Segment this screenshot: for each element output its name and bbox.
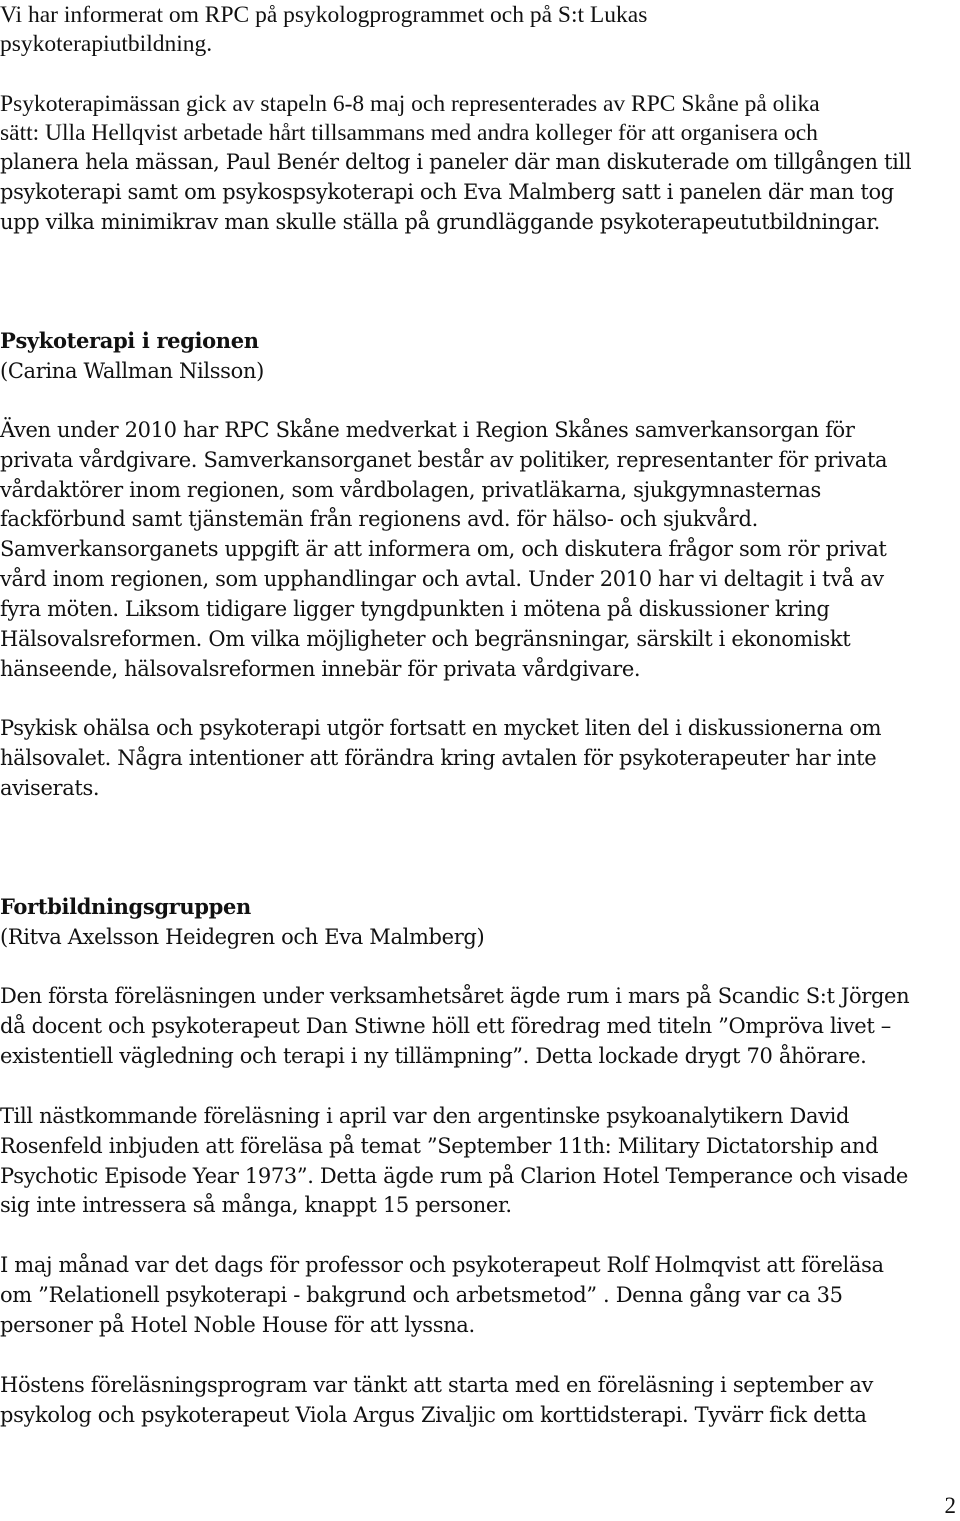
text-line: Psychotic Episode Year 1973”. Detta ägde rum på Clarion Hotel Temperance och visade bbox=[0, 1164, 909, 1188]
text-line: Till nästkommande föreläsning i april var den argentinske psykoanalytikern David bbox=[0, 1104, 850, 1128]
text-line: I maj månad var det dags för professor och psykoterapeut Rolf Holmqvist att föreläsa bbox=[0, 1253, 884, 1277]
text-line: psykoterapiutbildning. bbox=[0, 31, 213, 57]
text-line: hälsovalet. Några intentioner att förändra kring avtalen för psykoterapeuter har inte bbox=[0, 746, 877, 770]
text-line: Psykoterapimässan gick av stapeln 6-8 maj och representerades av RPC Skåne på olika bbox=[0, 91, 820, 117]
section-author: (Ritva Axelsson Heidegren och Eva Malmberg) bbox=[0, 925, 485, 949]
section-heading: Psykoterapi i regionen bbox=[0, 328, 259, 353]
text-line: upp vilka minimikrav man skulle ställa på grundläggande psykoterapeututbildningar. bbox=[0, 210, 880, 234]
text-line: Även under 2010 har RPC Skåne medverkat i Region Skånes samverkansorgan för bbox=[0, 418, 855, 442]
section-author: (Carina Wallman Nilsson) bbox=[0, 359, 264, 383]
text-line: psykoterapi samt om psykospsykoterapi och Eva Malmberg satt i panelen där man tog bbox=[0, 180, 894, 204]
page-number: 2 bbox=[944, 1493, 956, 1518]
text-line: Den första föreläsningen under verksamhetsåret ägde rum i mars på Scandic S:t Jörgen bbox=[0, 984, 910, 1008]
text-line: Samverkansorganets uppgift är att informera om, och diskutera frågor som rör privat bbox=[0, 537, 887, 561]
text-line: Rosenfeld inbjuden att föreläsa på temat ”September 11th: Military Dictatorship and bbox=[0, 1134, 879, 1158]
text-line: privata vårdgivare. Samverkansorganet består av politiker, representanter för privata bbox=[0, 448, 888, 472]
text-line: planera hela mässan, Paul Benér deltog i paneler där man diskuterade om tillgången till bbox=[0, 150, 912, 174]
text-line: sig inte intressera så många, knappt 15 personer. bbox=[0, 1193, 512, 1217]
text-line: Vi har informerat om RPC på psykologprogrammet och på S:t Lukas bbox=[0, 2, 648, 28]
section-heading: Fortbildningsgruppen bbox=[0, 894, 251, 919]
text-line: Hälsovalsreformen. Om vilka möjligheter och begränsningar, särskilt i ekonomiskt bbox=[0, 627, 851, 651]
text-line: personer på Hotel Noble House för att lyssna. bbox=[0, 1313, 475, 1337]
text-line: Psykisk ohälsa och psykoterapi utgör fortsatt en mycket liten del i diskussionerna om bbox=[0, 716, 882, 740]
text-line: Höstens föreläsningsprogram var tänkt att starta med en föreläsning i september av bbox=[0, 1373, 874, 1397]
text-line: existentiell vägledning och terapi i ny tillämpning”. Detta lockade drygt 70 åhörare. bbox=[0, 1044, 867, 1068]
text-line: sätt: Ulla Hellqvist arbetade hårt tillsammans med andra kolleger för att organisera och bbox=[0, 120, 818, 146]
text-line: psykolog och psykoterapeut Viola Argus Zivaljic om korttidsterapi. Tyvärr fick detta bbox=[0, 1403, 867, 1427]
text-line: fyra möten. Liksom tidigare ligger tyngdpunkten i mötena på diskussioner kring bbox=[0, 597, 830, 621]
text-line: då docent och psykoterapeut Dan Stiwne höll ett föredrag med titeln ”Ompröva livet – bbox=[0, 1014, 891, 1038]
text-line: vårdaktörer inom regionen, som vårdbolagen, privatläkarna, sjukgymnasternas bbox=[0, 478, 821, 502]
text-line: fackförbund samt tjänstemän från regionens avd. för hälso- och sjukvård. bbox=[0, 507, 758, 531]
text-line: vård inom regionen, som upphandlingar och avtal. Under 2010 har vi deltagit i två av bbox=[0, 567, 884, 591]
text-line: om ”Relationell psykoterapi - bakgrund och arbetsmetod” . Denna gång var ca 35 bbox=[0, 1283, 843, 1307]
text-line: aviserats. bbox=[0, 776, 100, 800]
text-line: hänseende, hälsovalsreformen innebär för privata vårdgivare. bbox=[0, 657, 641, 681]
